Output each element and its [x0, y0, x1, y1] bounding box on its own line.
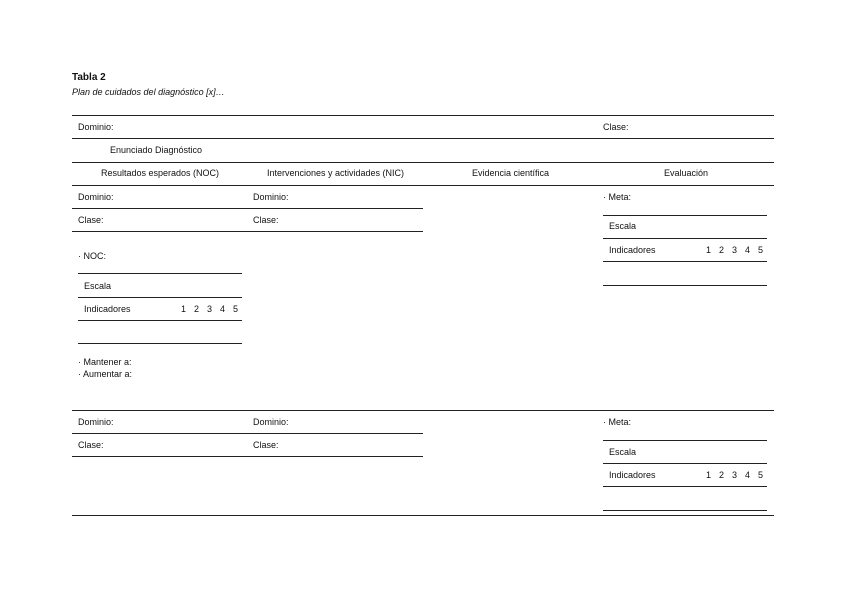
block1-noc-rule [78, 273, 242, 274]
block2-eval-blank-rule [603, 510, 767, 511]
block1-indicadores-rule [78, 320, 242, 321]
block2-rule-dominio [72, 433, 423, 434]
block2-eval-indicadores-rule [603, 486, 767, 487]
block1-indicadores: Indicadores [84, 304, 131, 314]
scale-number: 1 [705, 245, 711, 255]
block1-meta: · Meta: [603, 192, 632, 202]
scale-number: 2 [193, 304, 199, 314]
block2-nic-clase: Clase: [253, 440, 279, 450]
table-subtitle: Plan de cuidados del diagnóstico [x]… [72, 87, 225, 97]
block1-rule-dominio [72, 208, 423, 209]
block2-eval-scale-numbers [702, 470, 767, 480]
scale-number: 2 [718, 245, 724, 255]
block1-escala: Escala [84, 281, 112, 291]
block1-rule-clase [72, 231, 423, 232]
column-header-evaluacion: Evaluación [663, 168, 709, 178]
scale-number: 3 [731, 470, 737, 480]
block2-noc-clase: Clase: [78, 440, 104, 450]
column-header-rule [72, 185, 774, 186]
block1-mantener: · Mantener a: [78, 357, 132, 367]
scale-number: 4 [744, 245, 750, 255]
scale-number: 3 [206, 304, 212, 314]
block1-escala-rule [78, 297, 242, 298]
block1-noc-dominio: Dominio: [78, 192, 114, 202]
block1-meta-rule [603, 215, 767, 216]
block2-nic-dominio: Dominio: [253, 417, 289, 427]
table-top-rule [72, 115, 774, 116]
block1-nic-dominio: Dominio: [253, 192, 289, 202]
block2-rule-clase [72, 456, 423, 457]
block1-eval-escala-rule [603, 238, 767, 239]
block2-eval-escala: Escala [609, 447, 637, 457]
block1-noc-label: · NOC: [78, 251, 106, 261]
column-header-evidencia: Evidencia científica [471, 168, 550, 178]
column-header-noc: Resultados esperados (NOC) [100, 168, 220, 178]
block1-aumentar: · Aumentar a: [78, 369, 133, 379]
table-number: Tabla 2 [72, 72, 106, 83]
enunciado-diagnostico: Enunciado Diagnóstico [110, 145, 203, 155]
block1-eval-escala: Escala [609, 221, 637, 231]
scale-number: 1 [180, 304, 186, 314]
block1-noc-clase: Clase: [78, 215, 104, 225]
scale-number: 5 [757, 245, 763, 255]
block2-meta: · Meta: [603, 417, 632, 427]
block1-eval-indicadores: Indicadores [609, 245, 656, 255]
scale-number: 4 [744, 470, 750, 480]
scale-number: 1 [705, 470, 711, 480]
block1-eval-blank-rule [603, 285, 767, 286]
block1-blank-rule [78, 343, 242, 344]
block2-meta-rule [603, 440, 767, 441]
block1-eval-indicadores-rule [603, 261, 767, 262]
scale-number: 2 [718, 470, 724, 480]
block1-nic-clase: Clase: [253, 215, 279, 225]
block2-noc-dominio: Dominio: [78, 417, 114, 427]
block1-scale-numbers [177, 304, 242, 314]
header-rule-2 [72, 162, 774, 163]
scale-number: 3 [731, 245, 737, 255]
column-header-nic: Intervenciones y actividades (NIC) [266, 168, 405, 178]
table-bottom-rule [72, 515, 774, 516]
scale-number: 5 [757, 470, 763, 480]
scale-number: 4 [219, 304, 225, 314]
scale-number: 5 [232, 304, 238, 314]
header-rule-1 [72, 138, 774, 139]
block1-eval-scale-numbers [702, 245, 767, 255]
header-clase-label: Clase: [603, 122, 629, 132]
block2-eval-escala-rule [603, 463, 767, 464]
block2-eval-indicadores: Indicadores [609, 470, 656, 480]
block-separator-rule [72, 410, 774, 411]
header-dominio-label: Dominio: [78, 122, 114, 132]
